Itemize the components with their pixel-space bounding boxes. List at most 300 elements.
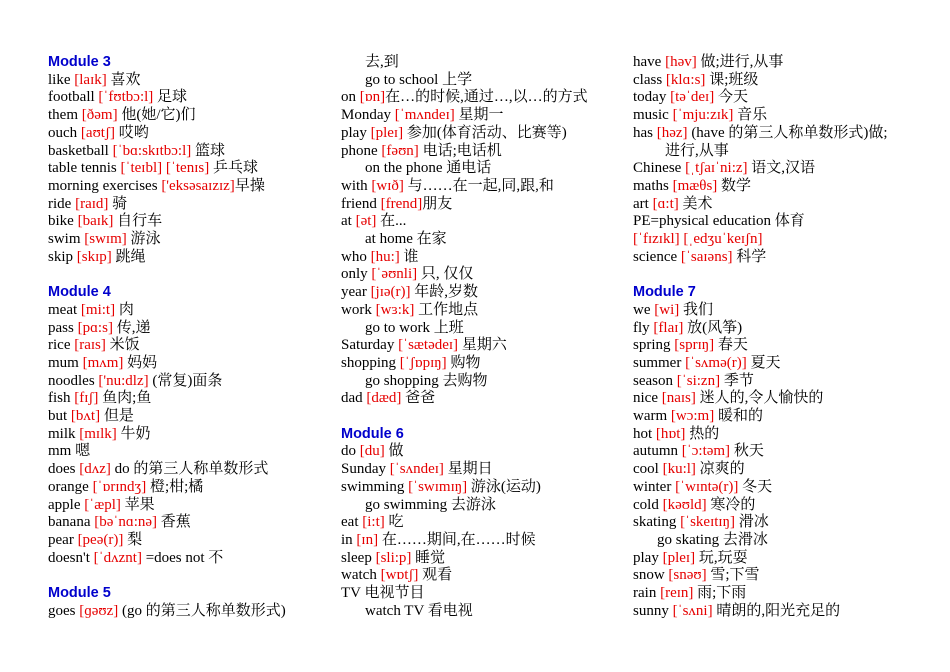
vocab-word: basketball xyxy=(48,142,113,159)
vocab-entry xyxy=(48,426,333,444)
vocab-meaning: 星期日 xyxy=(443,461,493,478)
vocab-word: swimming xyxy=(341,478,409,495)
vocab-meaning: 自行车 xyxy=(113,213,163,230)
phonetic-transcription: [ˈæpl] xyxy=(84,496,121,513)
vocab-entry xyxy=(633,514,933,532)
phonetic-transcription: [flaɪ] xyxy=(653,319,684,336)
vocab-word: 去,到 xyxy=(365,54,399,70)
vocab-entry xyxy=(48,603,333,621)
vocab-meaning: 爸爸 xyxy=(401,390,436,407)
vocab-entry xyxy=(341,337,626,355)
vocab-entry xyxy=(341,231,626,249)
vocab-word: class xyxy=(633,71,666,88)
vocab-word: fly xyxy=(633,319,654,336)
phonetic-transcription: [dʌz] xyxy=(79,461,111,478)
vocab-word: warm xyxy=(633,408,671,425)
vocab-entry xyxy=(633,355,933,373)
vocab-word: snow xyxy=(633,567,669,584)
phonetic-transcription: [i:t] xyxy=(362,514,385,531)
vocab-word: go skating 去滑冰 xyxy=(657,531,768,548)
phonetic-transcription: [həz] xyxy=(656,124,688,141)
phonetic-transcription: [ət] xyxy=(355,213,377,230)
phonetic-transcription: [fəʊn] xyxy=(381,142,419,159)
phonetic-transcription: [təˈdeɪ] xyxy=(670,89,715,106)
vocab-meaning: 凉爽的 xyxy=(695,461,745,478)
phonetic-transcription: [raɪd] xyxy=(75,195,109,212)
vocab-entry xyxy=(341,302,626,320)
vocab-entry xyxy=(341,266,626,284)
vocab-entry xyxy=(633,603,933,621)
vocab-meaning: 放(风筝) xyxy=(683,319,743,336)
vocab-meaning: 做 xyxy=(384,443,404,460)
vocab-word: maths xyxy=(633,177,673,194)
phonetic-transcription: [ˈʃɒpɪŋ] xyxy=(399,354,447,371)
vocab-entry xyxy=(48,532,333,550)
phonetic-transcription: [ˈwɪntə(r)] xyxy=(675,478,739,495)
vocab-word: ouch xyxy=(48,124,81,141)
vocab-meaning: 雪;下雪 xyxy=(706,567,760,584)
vocab-word: banana xyxy=(48,514,95,531)
vocab-word: year xyxy=(341,284,371,301)
vocab-meaning: 喜欢 xyxy=(106,71,141,88)
vocab-word: watch xyxy=(341,567,381,584)
vocab-meaning: 香蕉 xyxy=(157,514,191,531)
vocab-word: pass xyxy=(48,319,78,336)
vocab-entry xyxy=(633,72,933,90)
vocab-entry xyxy=(633,249,933,267)
vocab-word: eat xyxy=(341,514,363,531)
vocab-meaning: 但是 xyxy=(100,408,134,425)
phonetic-transcription: [ˈsaɪəns] xyxy=(680,248,733,265)
vocab-word: music xyxy=(633,107,673,124)
vocab-meaning: 寒冷的 xyxy=(706,496,756,513)
phonetic-transcription: [ˌtʃaɪˈni:z] xyxy=(685,160,748,177)
phonetic-transcription: [laɪk] xyxy=(74,71,107,88)
vocab-word: Saturday xyxy=(341,337,399,354)
vocab-word: fish xyxy=(48,390,75,407)
section-spacer xyxy=(633,266,933,284)
phonetic-transcription: [ˈbɑ:skɪtbɔ:l] xyxy=(112,142,192,159)
vocab-meaning: 滑冰 xyxy=(735,514,769,531)
vocab-word: noodles xyxy=(48,372,99,389)
vocab-entry xyxy=(48,461,333,479)
vocab-entry xyxy=(633,373,933,391)
vocab-meaning: 朋友 xyxy=(422,195,453,212)
phonetic-transcription: ['nu:dlz] xyxy=(98,372,149,389)
vocab-entry xyxy=(48,213,333,231)
vocab-entry xyxy=(633,196,933,214)
vocab-entry xyxy=(341,550,626,568)
vocab-entry xyxy=(341,160,626,178)
vocab-entry xyxy=(341,461,626,479)
vocab-entry xyxy=(341,567,626,585)
vocab-entry xyxy=(341,479,626,497)
phonetic-transcription: [reɪn] xyxy=(660,585,694,602)
vocab-meaning: 语文,汉语 xyxy=(747,160,816,177)
vocab-entry xyxy=(341,196,626,214)
vocab-entry xyxy=(633,160,933,178)
vocab-meaning: 数学 xyxy=(717,177,752,194)
vocab-entry xyxy=(341,603,626,621)
vocab-meaning: (常复)面条 xyxy=(148,372,223,389)
vocab-meaning: 足球 xyxy=(153,89,188,106)
phonetic-transcription: [həv] xyxy=(665,54,697,70)
vocab-meaning: 在... xyxy=(376,213,407,230)
vocab-entry xyxy=(341,107,626,125)
vocab-word: TV 电视节目 xyxy=(341,585,425,602)
phonetic-transcription: [frend] xyxy=(380,195,423,212)
vocab-word: orange xyxy=(48,478,93,495)
vocab-entry xyxy=(633,426,933,444)
vocab-entry xyxy=(341,249,626,267)
vocab-word: in xyxy=(341,531,357,548)
phonetic-transcription: [ˈteɪbl] [ˈtenɪs] xyxy=(120,160,210,177)
vocab-word: at home 在家 xyxy=(365,231,447,248)
vocab-word: go to work 上班 xyxy=(365,319,464,336)
vocab-meaning: 乒乓球 xyxy=(209,160,258,177)
phonetic-transcription: [klɑ:s] xyxy=(665,71,706,88)
phonetic-transcription: [hu:] xyxy=(370,248,400,265)
vocab-word: does xyxy=(48,461,80,478)
phonetic-transcription: [mɪlk] xyxy=(79,425,117,442)
vocab-entry xyxy=(633,390,933,408)
section-spacer xyxy=(48,266,333,284)
vocab-word: go shopping 去购物 xyxy=(365,372,488,389)
vocab-meaning: 玩,玩耍 xyxy=(695,549,748,566)
vocab-entry xyxy=(341,585,626,603)
vocab-word: phone xyxy=(341,142,382,159)
phonetic-transcription: [pleɪ] xyxy=(370,124,404,141)
vocab-meaning: 参加(体育活动、比赛等) xyxy=(403,124,567,141)
vocab-entry xyxy=(633,567,933,585)
phonetic-transcription: [aʊtʃ] xyxy=(80,124,115,141)
vocab-meaning: 课;班级 xyxy=(705,71,759,88)
vocab-word: autumn xyxy=(633,443,682,460)
phonetic-transcription: [peə(r)] xyxy=(77,531,124,548)
vocab-entry xyxy=(48,497,333,515)
vocab-word: but xyxy=(48,408,71,425)
vocab-column-3 xyxy=(633,54,933,620)
phonetic-transcription: [naɪs] xyxy=(661,390,696,407)
vocab-word: has xyxy=(633,124,657,141)
vocab-meaning: 星期六 xyxy=(458,337,507,354)
vocab-entry xyxy=(48,196,333,214)
vocab-word: goes xyxy=(48,602,80,619)
vocab-entry xyxy=(633,143,933,161)
vocab-entry xyxy=(48,443,333,461)
vocab-meaning: 他(她/它)们 xyxy=(117,107,196,124)
vocab-meaning: (have 的第三人称单数形式)做; xyxy=(687,124,888,141)
vocab-entry xyxy=(48,249,333,267)
vocab-word: science xyxy=(633,248,681,265)
vocab-meaning: 今天 xyxy=(714,89,748,106)
phonetic-transcription: ['eksəsaɪzɪz] xyxy=(161,177,235,194)
vocab-meaning: 冬天 xyxy=(738,478,773,495)
vocab-entry xyxy=(48,337,333,355)
vocab-meaning: 星期一 xyxy=(454,107,504,124)
phonetic-transcription: [bəˈnɑ:nə] xyxy=(94,514,158,531)
vocab-word: Chinese xyxy=(633,160,686,177)
vocab-word: skip xyxy=(48,248,77,265)
phonetic-transcription: [ˈsi:zn] xyxy=(676,372,721,389)
vocab-entry xyxy=(48,514,333,532)
vocab-meaning: 米饭 xyxy=(105,337,140,354)
vocab-word: dad xyxy=(341,390,367,407)
vocab-meaning: 我们 xyxy=(679,301,714,318)
phonetic-transcription: [ˈsætədeɪ] xyxy=(398,337,459,354)
vocab-entry xyxy=(633,585,933,603)
vocab-word: milk xyxy=(48,425,80,442)
vocab-meaning: 在…的时候,通过…,以…的方式 xyxy=(385,89,588,106)
phonetic-transcription: [ˈɒrɪndʒ] xyxy=(92,478,147,495)
vocab-entry xyxy=(48,178,333,196)
phonetic-transcription: [ku:l] xyxy=(662,461,696,478)
vocab-meaning: 电话;电话机 xyxy=(418,142,502,159)
vocab-entry xyxy=(48,107,333,125)
phonetic-transcription: [ɪn] xyxy=(356,531,379,548)
vocab-meaning: do 的第三人称单数形式 xyxy=(110,461,269,478)
vocab-word: with xyxy=(341,177,372,194)
vocab-entry xyxy=(48,479,333,497)
vocab-meaning: (go 的第三人称单数形式) xyxy=(118,602,286,619)
vocab-meaning: 晴朗的,阳光充足的 xyxy=(712,602,841,619)
phonetic-transcription: [sprɪŋ] xyxy=(674,337,715,354)
phonetic-transcription: [ˈsʌni] xyxy=(672,602,713,619)
vocab-word: mum xyxy=(48,354,83,371)
vocab-entry xyxy=(633,89,933,107)
vocab-meaning: 吃 xyxy=(384,514,404,531)
section-spacer xyxy=(341,408,626,426)
vocab-meaning: 观看 xyxy=(418,567,453,584)
vocab-entry xyxy=(48,390,333,408)
phonetic-transcription: [snəʊ] xyxy=(668,567,707,584)
phonetic-transcription: [mi:t] xyxy=(80,301,116,318)
vocab-entry xyxy=(633,54,933,72)
vocab-entry xyxy=(633,408,933,426)
vocab-word: sleep xyxy=(341,549,376,566)
vocab-word: nice xyxy=(633,390,662,407)
vocab-entry xyxy=(48,408,333,426)
vocab-meaning: 音乐 xyxy=(733,107,768,124)
vocab-entry xyxy=(633,337,933,355)
phonetic-transcription: [dæd] xyxy=(366,390,402,407)
vocab-word: doesn't xyxy=(48,549,94,566)
vocab-word: work xyxy=(341,301,376,318)
phonetic-transcription: [wɜ:k] xyxy=(375,301,415,318)
vocab-word: 进行,从事 xyxy=(665,142,729,159)
vocab-meaning: 热的 xyxy=(685,425,720,442)
vocab-meaning: 季节 xyxy=(720,372,754,389)
phonetic-transcription: [bʌt] xyxy=(70,408,101,425)
phonetic-transcription: [sli:p] xyxy=(375,549,412,566)
vocab-word: play xyxy=(341,124,371,141)
vocab-word: Monday xyxy=(341,107,395,124)
vocab-word: them xyxy=(48,107,82,124)
phonetic-transcription: [ˈsʌmə(r)] xyxy=(685,354,747,371)
vocab-word: cool xyxy=(633,461,663,478)
vocab-word: go swimming 去游泳 xyxy=(365,496,496,513)
vocab-entry xyxy=(633,302,933,320)
phonetic-transcription: [wi] xyxy=(654,301,680,318)
vocab-meaning: 鱼肉;鱼 xyxy=(98,390,152,407)
vocab-meaning: 篮球 xyxy=(191,142,226,159)
phonetic-transcription: [pleɪ] xyxy=(662,549,696,566)
phonetic-transcription: [pɑ:s] xyxy=(77,319,113,336)
vocab-entry xyxy=(341,213,626,231)
vocab-word: art xyxy=(633,195,653,212)
vocab-word: play xyxy=(633,549,663,566)
vocab-word: football xyxy=(48,89,99,106)
vocab-meaning: 美术 xyxy=(678,195,713,212)
vocab-meaning: 只, 仅仅 xyxy=(417,266,474,283)
vocab-entry xyxy=(633,178,933,196)
vocab-meaning: 春天 xyxy=(714,337,748,354)
phonetic-transcription: [wɪð] xyxy=(371,177,404,194)
vocab-meaning: 梨 xyxy=(123,531,143,548)
vocab-entry xyxy=(633,479,933,497)
phonetic-transcription: [ˈsʌndeɪ] xyxy=(389,461,444,478)
vocab-entry xyxy=(341,532,626,550)
vocab-entry xyxy=(48,89,333,107)
phonetic-transcription: [fɪʃ] xyxy=(74,390,99,407)
vocab-entry xyxy=(341,443,626,461)
phonetic-transcription: [baɪk] xyxy=(77,213,114,230)
vocab-entry xyxy=(48,373,333,391)
phonetic-transcription: [du] xyxy=(359,443,385,460)
vocab-meaning: 早操 xyxy=(234,177,265,194)
vocab-word: season xyxy=(633,372,677,389)
vocab-meaning: 哎哟 xyxy=(114,124,149,141)
vocab-word: rain xyxy=(633,585,661,602)
phonetic-transcription: [ˈdʌznt] xyxy=(93,549,142,566)
vocab-word: PE=physical education 体育 xyxy=(633,213,805,230)
vocab-word: sunny xyxy=(633,602,673,619)
vocab-word: on the phone 通电话 xyxy=(365,160,492,177)
vocab-meaning: 谁 xyxy=(399,248,419,265)
vocab-entry xyxy=(633,125,933,143)
vocab-meaning: 妈妈 xyxy=(123,354,158,371)
vocab-entry xyxy=(48,320,333,338)
vocab-meaning: 购物 xyxy=(446,354,481,371)
phonetic-transcription: [ɒn] xyxy=(359,89,386,106)
vocab-entry xyxy=(341,373,626,391)
vocab-entry xyxy=(48,231,333,249)
vocab-meaning: 游泳(运动) xyxy=(467,478,541,495)
vocab-entry xyxy=(633,532,933,550)
vocab-word: apple xyxy=(48,496,85,513)
vocab-entry xyxy=(633,107,933,125)
vocab-word: winter xyxy=(633,478,676,495)
vocab-entry xyxy=(633,497,933,515)
vocab-entry xyxy=(48,355,333,373)
vocab-meaning: 做;进行,从事 xyxy=(696,54,784,70)
vocab-meaning: 跳绳 xyxy=(111,248,146,265)
module-heading: Module 6 xyxy=(341,425,404,442)
phonetic-transcription: [ˈfʊtbɔ:l] xyxy=(98,89,154,106)
phonetic-transcription: [ˈɔ:təm] xyxy=(681,443,731,460)
phonetic-transcription: [ɡəʊz] xyxy=(79,602,119,619)
vocab-word: pear xyxy=(48,531,78,548)
phonetic-transcription: [skɪp] xyxy=(76,248,112,265)
vocab-word: at xyxy=(341,213,356,230)
vocab-entry xyxy=(341,514,626,532)
vocab-meaning: 工作地点 xyxy=(414,301,479,318)
vocab-word: swim xyxy=(48,231,85,248)
vocab-word: hot xyxy=(633,425,656,442)
vocab-entry xyxy=(341,54,626,72)
module-heading: Module 3 xyxy=(48,54,111,70)
vocab-meaning: 雨;下雨 xyxy=(693,585,747,602)
vocab-word: friend xyxy=(341,195,381,212)
vocab-word: morning exercises xyxy=(48,177,162,194)
vocab-word: shopping xyxy=(341,354,400,371)
vocab-column-2 xyxy=(341,54,626,620)
vocab-word: like xyxy=(48,71,75,88)
vocab-entry xyxy=(341,89,626,107)
vocab-word: go to school 上学 xyxy=(365,71,473,88)
vocab-meaning: 在……期间,在……时候 xyxy=(378,531,536,548)
phonetic-transcription: [wɒtʃ] xyxy=(380,567,419,584)
vocab-entry xyxy=(48,160,333,178)
section-spacer xyxy=(48,567,333,585)
vocab-meaning: 夏天 xyxy=(746,354,781,371)
vocab-entry xyxy=(341,284,626,302)
vocab-meaning: 睡觉 xyxy=(411,549,446,566)
vocab-meaning: 肉 xyxy=(115,301,134,318)
phonetic-transcription: [ˈskeɪtɪŋ] xyxy=(680,514,735,531)
vocab-entry xyxy=(341,143,626,161)
vocab-entry xyxy=(48,143,333,161)
vocab-word: we xyxy=(633,301,655,318)
vocab-word: only xyxy=(341,266,372,283)
vocab-meaning: 骑 xyxy=(108,195,128,212)
phonetic-transcription: [jɪə(r)] xyxy=(370,284,411,301)
vocab-word: do xyxy=(341,443,360,460)
phonetic-transcription: [raɪs] xyxy=(74,337,106,354)
vocab-word: rice xyxy=(48,337,75,354)
phonetic-transcription: [kəʊld] xyxy=(662,496,707,513)
vocab-word: meat xyxy=(48,301,81,318)
vocab-column-1 xyxy=(48,54,333,620)
vocab-meaning: 游泳 xyxy=(126,231,161,248)
vocab-meaning: 暖和的 xyxy=(714,408,763,425)
vocab-meaning: 迷人的,令人愉快的 xyxy=(695,390,824,407)
vocab-entry xyxy=(633,443,933,461)
vocab-meaning: 橙;柑;橘 xyxy=(146,478,204,495)
vocab-entry xyxy=(633,461,933,479)
phonetic-transcription: [swɪm] xyxy=(84,231,127,248)
phonetic-transcription: [ˈmju:zɪk] xyxy=(672,107,734,124)
vocab-meaning: 苹果 xyxy=(120,496,155,513)
vocab-word: on xyxy=(341,89,360,106)
vocab-entry xyxy=(48,302,333,320)
vocab-word: table tennis xyxy=(48,160,121,177)
vocab-word: who xyxy=(341,248,371,265)
vocab-entry xyxy=(341,72,626,90)
vocab-word: cold xyxy=(633,496,663,513)
vocab-word: summer xyxy=(633,354,686,371)
phonetic-transcription: [mʌm] xyxy=(82,354,124,371)
vocab-word: spring xyxy=(633,337,675,354)
vocab-entry xyxy=(341,355,626,373)
vocab-meaning: =does not 不 xyxy=(141,549,224,566)
vocab-meaning: 牛奶 xyxy=(116,425,151,442)
vocab-entry xyxy=(341,497,626,515)
phonetic-transcription: [ˈəʊnli] xyxy=(371,266,418,283)
vocab-entry xyxy=(633,213,933,231)
vocab-word: ride xyxy=(48,195,76,212)
module-heading: Module 7 xyxy=(633,284,696,301)
